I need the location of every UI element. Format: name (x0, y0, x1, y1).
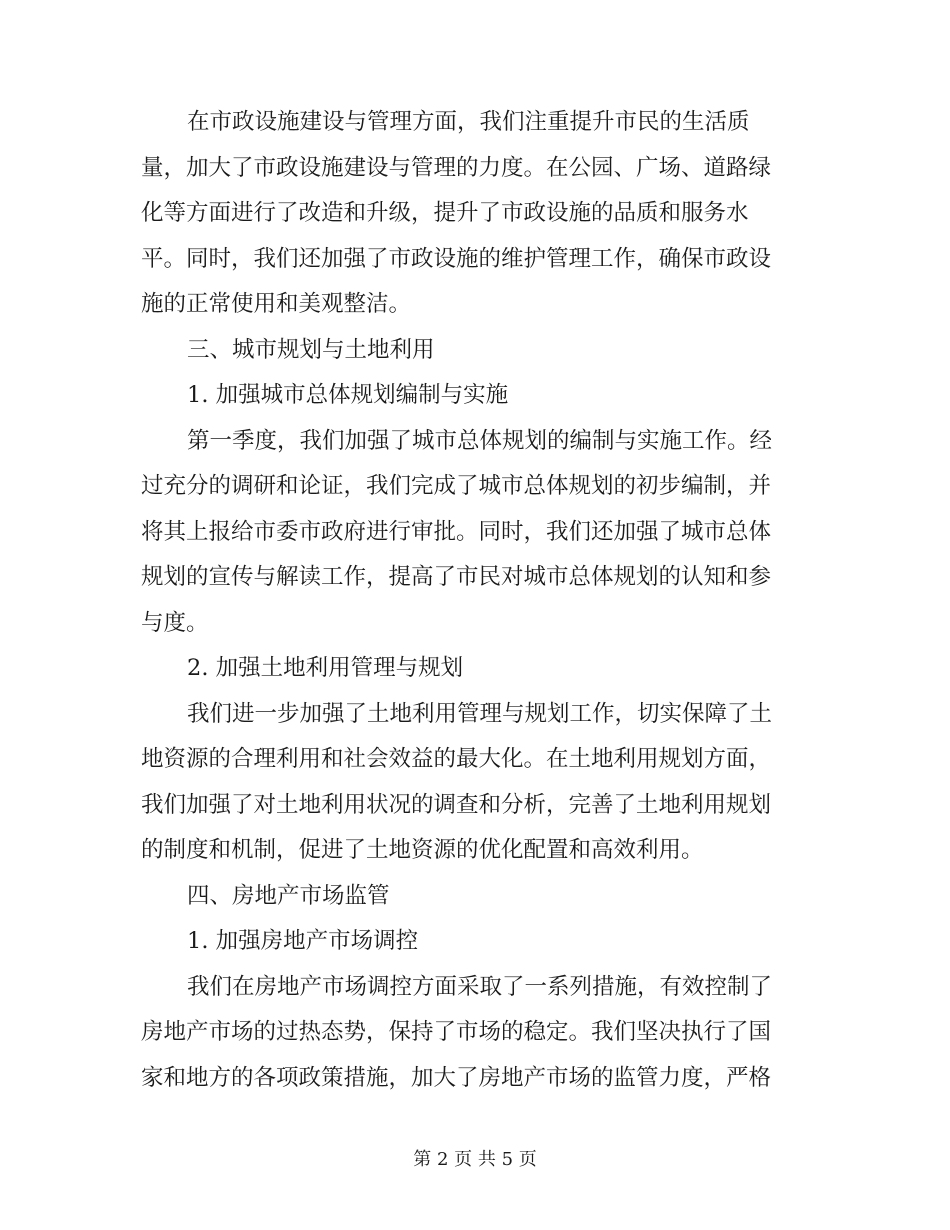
text-line: 我们进一步加强了土地利用管理与规划工作，切实保障了土 (187, 700, 773, 727)
subsection-heading: 1. 加强房地产市场调控 (187, 928, 419, 954)
text-line: 化等方面进行了改造和升级，提升了市政设施的品质和服务水 (141, 200, 749, 226)
text-line: 与度。 (141, 609, 209, 636)
text-line: 房地产市场的过热态势，保持了市场的稳定。我们坚决执行了国 (141, 1019, 772, 1045)
text-line: 我们在房地产市场调控方面采取了一系列措施，有效控制了 (187, 973, 773, 1000)
text-line: 我们加强了对土地利用状况的调查和分析，完善了土地利用规划 (141, 791, 772, 818)
section-heading: 四、房地产市场监管 (187, 882, 390, 909)
page-number-label: 第 2 页 共 5 页 (413, 1149, 537, 1170)
page-footer (0, 1146, 950, 1174)
subsection-heading: 2. 加强土地利用管理与规划 (187, 655, 464, 681)
document-body (141, 100, 809, 1101)
text-line: 平。同时，我们还加强了市政设施的维护管理工作，确保市政设 (141, 245, 772, 272)
text-line: 过充分的调研和论证，我们完成了城市总体规划的初步编制，并 (141, 473, 772, 499)
text-line: 家和地方的各项政策措施，加大了房地产市场的监管力度，严格 (141, 1064, 772, 1091)
text-line: 规划的宣传与解读工作，提高了市民对城市总体规划的认知和参 (141, 564, 772, 590)
section-heading: 三、城市规划与土地利用 (187, 336, 435, 363)
text-line: 量，加大了市政设施建设与管理的力度。在公园、广场、道路绿 (141, 154, 772, 181)
text-line: 施的正常使用和美观整洁。 (141, 291, 412, 317)
text-line: 的制度和机制，促进了土地资源的优化配置和高效利用。 (141, 837, 704, 863)
text-line: 将其上报给市委市政府进行审批。同时，我们还加强了城市总体 (141, 518, 772, 545)
text-line: 在市政设施建设与管理方面，我们注重提升市民的生活质 (187, 109, 750, 135)
text-line: 第一季度，我们加强了城市总体规划的编制与实施工作。经 (187, 427, 773, 454)
subsection-heading: 1. 加强城市总体规划编制与实施 (187, 382, 509, 408)
text-line: 地资源的合理利用和社会效益的最大化。在土地利用规划方面， (141, 746, 772, 772)
